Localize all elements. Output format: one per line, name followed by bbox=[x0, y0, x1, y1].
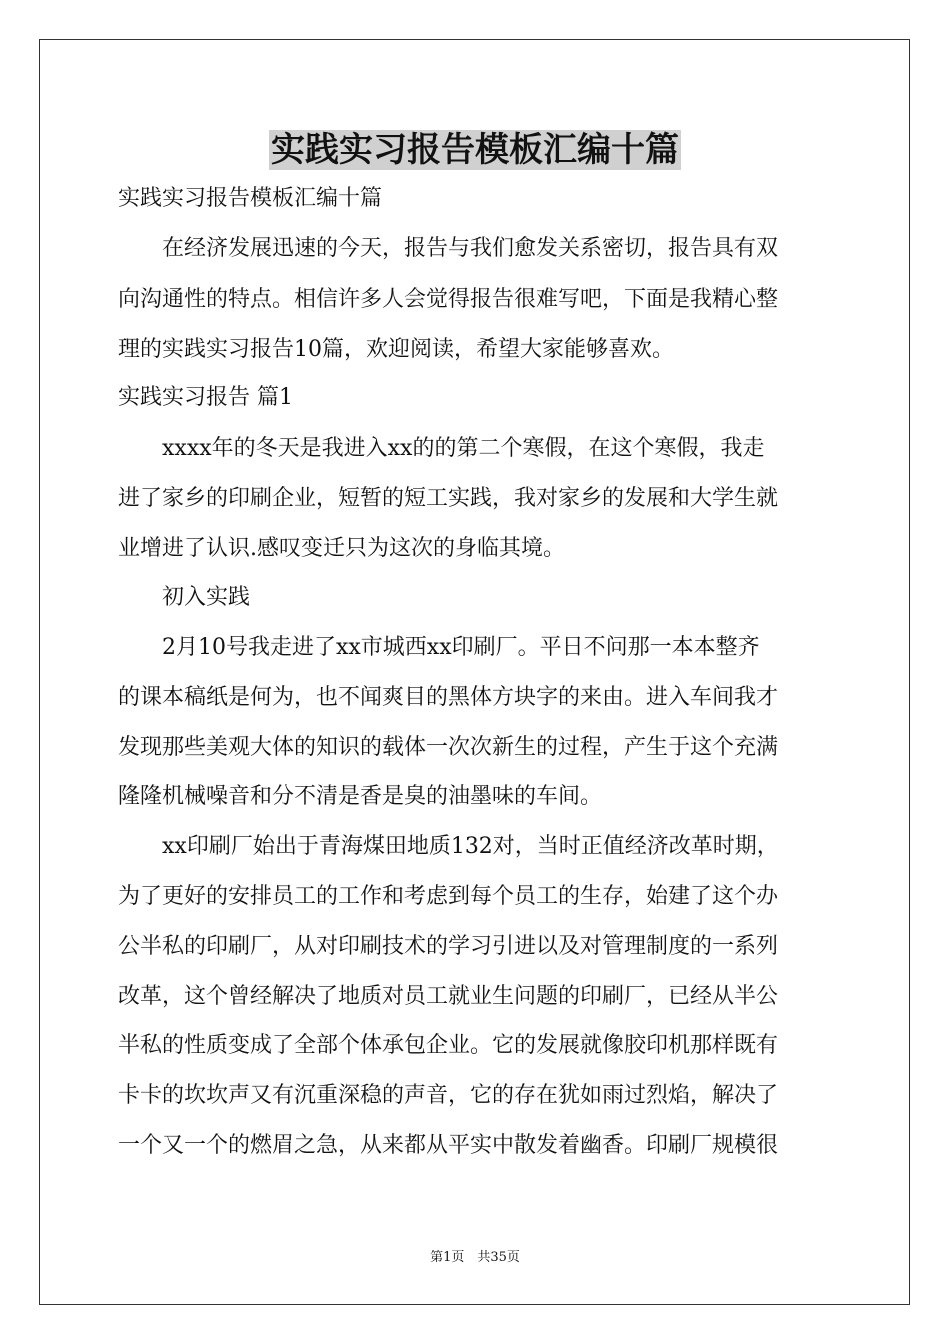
paragraph-line: 卡卡的坎坎声又有沉重深稳的声音，它的存在犹如雨过烈焰，解决了 bbox=[118, 1083, 779, 1108]
subheading: 初入实践 bbox=[118, 585, 251, 610]
paragraph-line: xx印刷厂始出于青海煤田地质132对，当时正值经济改革时期， bbox=[118, 834, 779, 859]
section-heading: 实践实习报告 篇1 bbox=[118, 385, 293, 410]
paragraph-line: 在经济发展迅速的今天，报告与我们愈发关系密切，报告具有双 bbox=[118, 236, 779, 261]
paragraph-line: xxxx年的冬天是我进入xx的的第二个寒假，在这个寒假，我走 bbox=[118, 436, 765, 461]
paragraph-line: 的课本稿纸是何为，也不闻爽目的黑体方块字的来由。进入车间我才 bbox=[118, 685, 779, 710]
document-subtitle: 实践实习报告模板汇编十篇 bbox=[118, 186, 383, 211]
document-title-text: 实践实习报告模板汇编十篇 bbox=[271, 130, 679, 170]
paragraph-line: 向沟通性的特点。相信许多人会觉得报告很难写吧，下面是我精心整 bbox=[118, 287, 779, 312]
paragraph-line: 改革，这个曾经解决了地质对员工就业生问题的印刷厂，已经从半公 bbox=[118, 984, 779, 1009]
paragraph-line: 进了家乡的印刷企业，短暂的短工实践，我对家乡的发展和大学生就 bbox=[118, 486, 779, 511]
document-title bbox=[0, 128, 950, 172]
paragraph-line: 业增进了认识.感叹变迁只为这次的身临其境。 bbox=[118, 536, 565, 561]
paragraph-line: 2月10号我走进了xx市城西xx印刷厂。平日不问那一本本整齐 bbox=[118, 635, 760, 660]
paragraph-line: 半私的性质变成了全部个体承包企业。它的发展就像胶印机那样既有 bbox=[118, 1033, 779, 1058]
paragraph-line: 理的实践实习报告10篇，欢迎阅读，希望大家能够喜欢。 bbox=[118, 337, 674, 362]
paragraph-line: 发现那些美观大体的知识的载体一次次新生的过程，产生于这个充满 bbox=[118, 735, 779, 760]
page-border bbox=[39, 39, 910, 1305]
paragraph-line: 一个又一个的燃眉之急，从来都从平实中散发着幽香。印刷厂规模很 bbox=[118, 1133, 779, 1158]
page-footer: 第1页 共35页 bbox=[430, 1250, 520, 1265]
paragraph-line: 隆隆机械噪音和分不清是香是臭的油墨味的车间。 bbox=[118, 784, 603, 809]
paragraph-line: 公半私的印刷厂，从对印刷技术的学习引进以及对管理制度的一系列 bbox=[118, 934, 779, 959]
paragraph-line: 为了更好的安排员工的工作和考虑到每个员工的生存，始建了这个办 bbox=[118, 884, 779, 909]
